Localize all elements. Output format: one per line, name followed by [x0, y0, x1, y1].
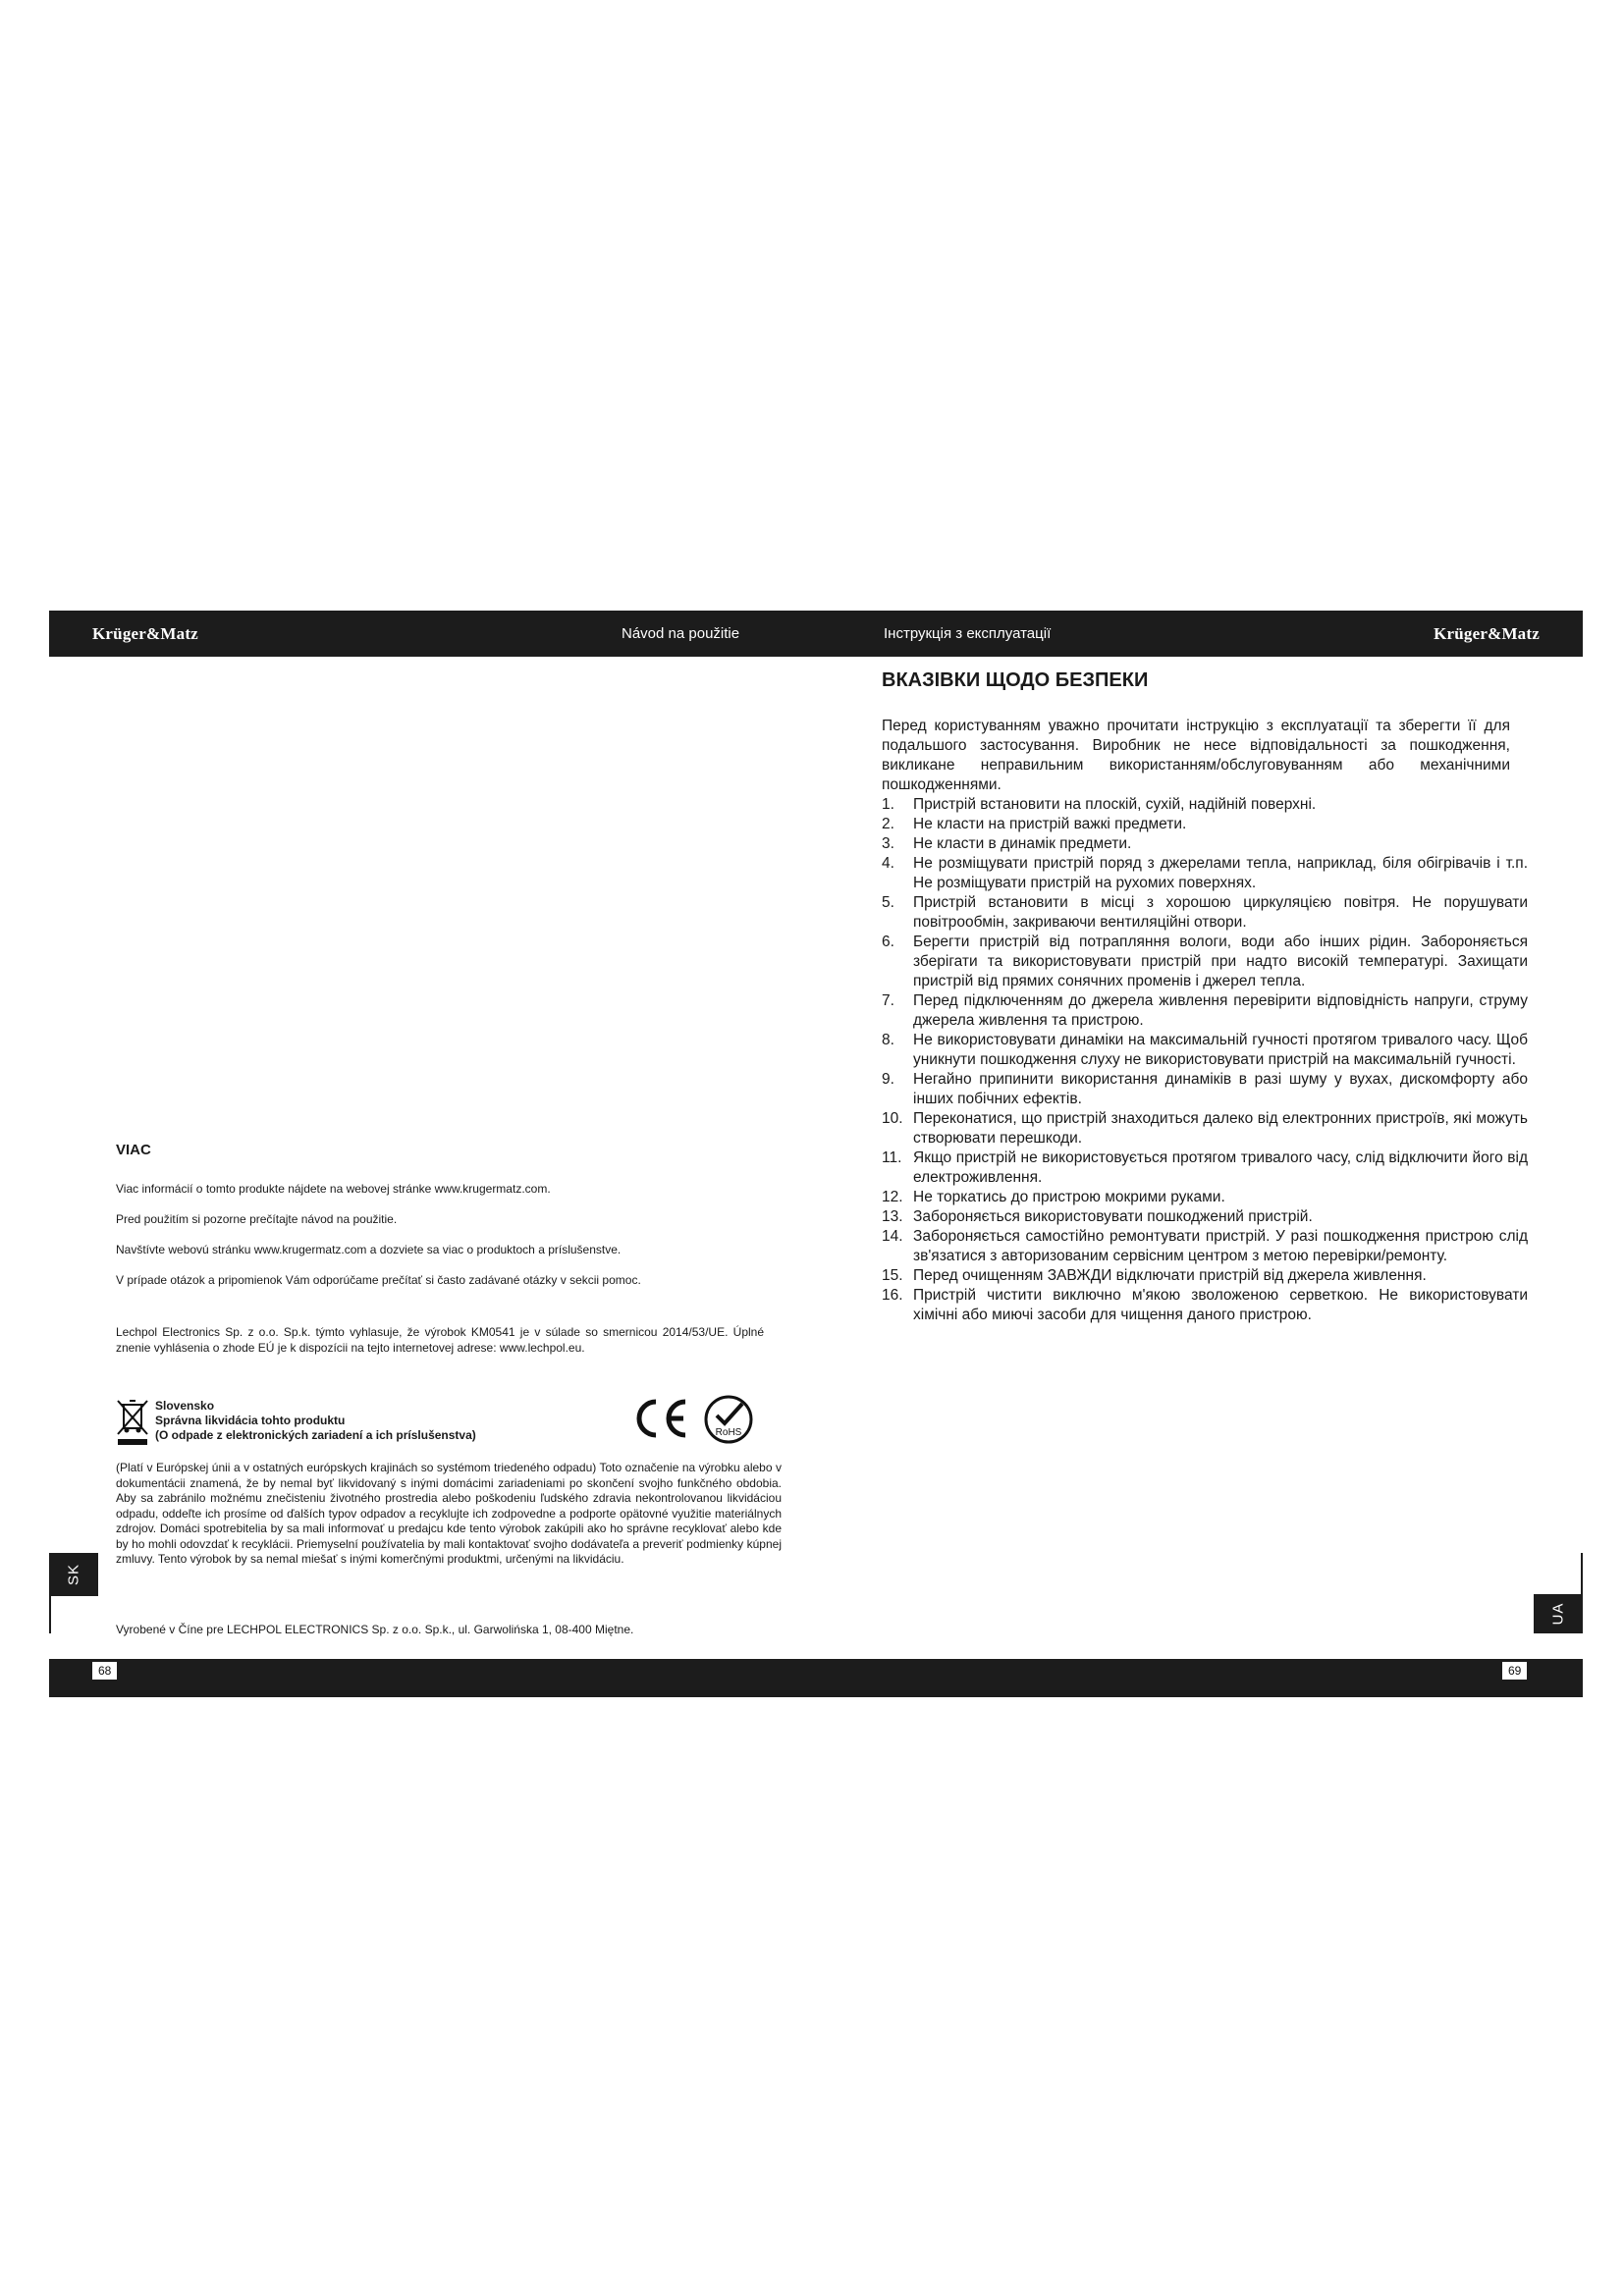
safety-item-text: Не розміщувати пристрій поряд з джерелами тепла, наприклад, біля обігрівачів і т.п. Не розміщувати пристрій на рухомих поверхнях. [913, 855, 1528, 891]
safety-item [882, 1207, 1528, 1227]
safety-item-number: 8. [882, 1032, 894, 1048]
safety-item [882, 1266, 1528, 1286]
info-paragraph-1: Viac informácií o tomto produkte nájdete na webovej stránke www.krugermatz.com. [116, 1182, 551, 1196]
safety-item-text: Перед підключенням до джерела живлення перевірити відповідність напруги, струму джерела живлення та пристрою. [913, 992, 1528, 1029]
footer-bar [49, 1659, 1583, 1697]
side-tab-sk: SK [49, 1553, 98, 1596]
safety-item [882, 991, 1528, 1031]
safety-item [882, 933, 1528, 991]
safety-item-text: Негайно припинити використання динаміків в разі шуму у вухах, дискомфорту або інших побічних ефектів. [913, 1071, 1528, 1107]
rohs-label: RoHS [715, 1427, 742, 1438]
side-line-sk [49, 1596, 51, 1633]
safety-item-number: 2. [882, 816, 894, 832]
safety-item [882, 795, 1528, 815]
weee-line-title: Správna likvidácia tohto produktu [155, 1414, 346, 1427]
safety-item-text: Якщо пристрій не використовується протягом тривалого часу, слід відключити його від електроживлення. [913, 1149, 1528, 1186]
page-number-left: 68 [92, 1662, 117, 1680]
rohs-icon [703, 1394, 754, 1445]
safety-item-number: 15. [882, 1267, 903, 1284]
side-line-ua [1581, 1553, 1583, 1594]
side-tab-ua: UA [1534, 1594, 1583, 1633]
safety-item-number: 5. [882, 894, 894, 911]
safety-item-text: Перед очищенням ЗАВЖДИ відключати пристрій від джерела живлення. [913, 1267, 1427, 1284]
info-paragraph-4: V prípade otázok a pripomienok Vám odporúčame prečítať si často zadávané otázky v sekcii pomoc. [116, 1273, 641, 1287]
safety-item [882, 1031, 1528, 1070]
safety-item-number: 1. [882, 796, 894, 813]
page-number-right: 69 [1502, 1662, 1527, 1680]
safety-item [882, 1286, 1528, 1325]
safety-item-number: 11. [882, 1149, 902, 1166]
safety-item [882, 1070, 1528, 1109]
safety-item-text: Берегти пристрій від потрапляння вологи, води або інших рідин. Забороняється зберігати та використовувати пристрій при надто високій температурі. Захищати пристрій від прямих сонячних променів і джерел тепла. [913, 934, 1528, 989]
safety-item-text: Пристрій встановити в місці з хорошою циркуляцією повітря. Не порушувати повітрообмін, закриваючи вентиляційні отвори. [913, 894, 1528, 931]
disposal-text: (Platí v Európskej únii a v ostatných európskych krajinách so systémom triedeného odpadu) Toto označenie na výrobku alebo v dokumentácii znamená, že by nemal byť likvidovaný s inými domácimi zariadeniami po skončení svojho funkčného obdobia. Aby sa zabránilo možnému znečisteniu životného prostredia alebo poškodeniu ľudského zdravia nekontrolovanou likvidáciou odpadu, oddeľte ich prosíme od ďalších typov odpadov a recyklujte ich zodpovedne a podporte opätovné využitie materiálnych zdrojov. Domáci spotrebitelia by sa mali informovať u predajcu kde tento výrobok zakúpili ako ho správne recyklovať alebo kde by ho mohli odovzdať k recyklácii. Priemyselní používatelia by mali kontaktovať svojho dodávateľa a preveriť podmienky kúpnej zmluvy. Tento výrobok by sa nemal miešať s inými komerčnými produktmi, určenými na likvidáciu. [116, 1461, 782, 1566]
manufacturer-text: Vyrobené v Číne pre LECHPOL ELECTRONICS Sp. z o.o. Sp.k., ul. Garwolińska 1, 08-400 Miętne. [116, 1623, 634, 1636]
info-paragraph-3: Navštívte webovú stránku www.krugermatz.com a dozviete sa viac o produktoch a príslušenstve. [116, 1243, 622, 1256]
info-paragraph-2: Pred použitím si pozorne prečítajte návod na použitie. [116, 1212, 398, 1226]
right-page-heading: Інструкція з експлуатації [884, 625, 1052, 642]
safety-intro: Перед користуванням уважно прочитати інструкцію з експлуатації та зберегти її для подальшого застосування. Виробник не несе відповідальності за пошкодження, викликане неправильним використанням/обслуговуванням або механічними пошкодженнями. [882, 718, 1510, 793]
safety-item-number: 10. [882, 1110, 903, 1127]
safety-item-text: Не класти на пристрій важкі предмети. [913, 816, 1187, 832]
safety-item-number: 16. [882, 1287, 903, 1304]
left-page-heading: Návod na použitie [622, 625, 740, 642]
safety-item [882, 1227, 1528, 1266]
safety-item-number: 6. [882, 934, 894, 950]
safety-item [882, 834, 1528, 854]
brand-logo-right: Krüger&Matz [1434, 624, 1540, 643]
declaration-text: Lechpol Electronics Sp. z o.o. Sp.k. týmto vyhlasuje, že výrobok KM0541 je v súlade so smernicou 2014/53/UE. Úplné znenie vyhlásenia o zhode EÚ je k dispozícii na tejto internetovej adrese: www.lechpol.eu. [116, 1325, 764, 1355]
left-page-title: VIAC [116, 1142, 151, 1158]
safety-item-text: Не торкатись до пристрою мокрими руками. [913, 1189, 1225, 1205]
weee-bin-icon [116, 1399, 151, 1446]
weee-line-country: Slovensko [155, 1399, 215, 1413]
safety-item [882, 815, 1528, 834]
brand-logo-left: Krüger&Matz [92, 624, 198, 643]
safety-item-text: Забороняється використовувати пошкоджений пристрій. [913, 1208, 1313, 1225]
ce-mark-icon [630, 1398, 689, 1439]
safety-item [882, 1148, 1528, 1188]
safety-item-text: Переконатися, що пристрій знаходиться далеко від електронних пристроїв, які можуть створювати перешкоди. [913, 1110, 1528, 1147]
safety-item-text: Пристрій чистити виключно м'якою зволоженою серветкою. Не використовувати хімічні або миючі засоби для чищення даного пристрою. [913, 1287, 1528, 1323]
safety-item-text: Не класти в динамік предмети. [913, 835, 1132, 852]
safety-item-number: 3. [882, 835, 894, 852]
weee-heading [155, 1399, 476, 1443]
safety-item-text: Пристрій встановити на плоскій, сухій, надійній поверхні. [913, 796, 1317, 813]
safety-item [882, 893, 1528, 933]
safety-item-text: Не використовувати динаміки на максимальній гучності протягом тривалого часу. Щоб уникнути пошкодження слуху не використовувати пристрій на максимальній гучності. [913, 1032, 1528, 1068]
safety-item [882, 1109, 1528, 1148]
safety-item-number: 4. [882, 855, 894, 872]
safety-item-number: 14. [882, 1228, 903, 1245]
weee-line-subtitle: (O odpade z elektronických zariadení a ich príslušenstva) [155, 1428, 476, 1442]
safety-item-number: 13. [882, 1208, 903, 1225]
right-page-title: ВКАЗІВКИ ЩОДО БЕЗПЕКИ [882, 669, 1149, 691]
header-bar [49, 611, 1583, 657]
safety-item [882, 854, 1528, 893]
safety-item [882, 1188, 1528, 1207]
safety-item-number: 7. [882, 992, 894, 1009]
safety-item-text: Забороняється самостійно ремонтувати пристрій. У разі пошкодження пристрою слід зв'язатися з авторизованим сервісним центром з метою перевірки/ремонту. [913, 1228, 1528, 1264]
safety-list [882, 795, 1528, 1325]
safety-item-number: 12. [882, 1189, 903, 1205]
safety-item-number: 9. [882, 1071, 894, 1088]
